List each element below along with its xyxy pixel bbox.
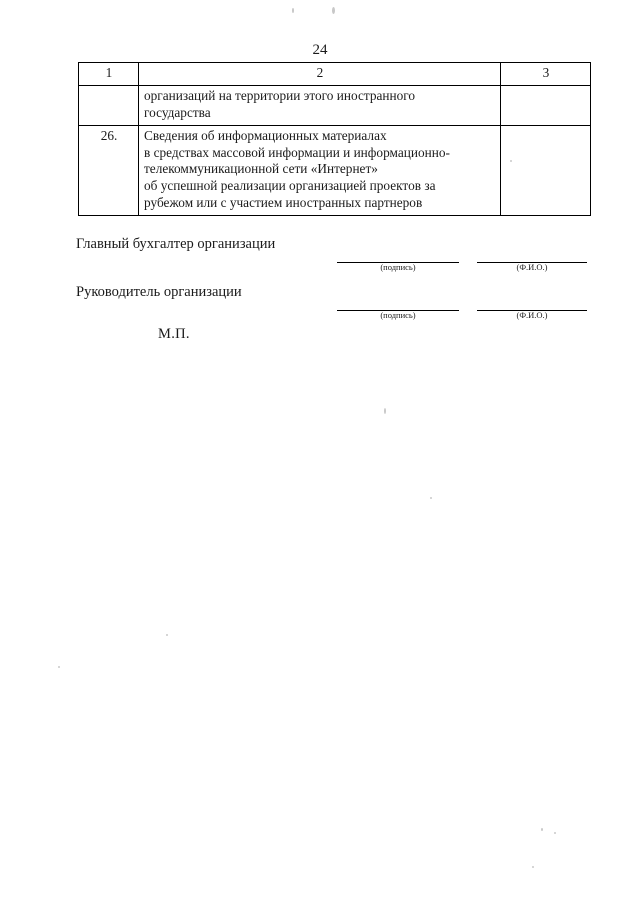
- data-table: [78, 62, 591, 216]
- scan-artifact: [532, 866, 534, 868]
- row-number: [79, 85, 139, 125]
- signature-row-head: [0, 284, 640, 332]
- row-content: [139, 125, 501, 215]
- signature-caption: (подпись): [380, 262, 416, 272]
- scan-artifact: [510, 160, 512, 162]
- column-header-1: 1: [79, 63, 139, 86]
- row-number: 26.: [79, 125, 139, 215]
- row-content-line: в средствах массовой информации и информационно-: [144, 144, 450, 160]
- signature-label: Руководитель организации: [76, 284, 242, 300]
- scan-artifact: [166, 634, 168, 636]
- name-caption: (Ф.И.О.): [516, 262, 548, 272]
- row-content-line: государства: [144, 104, 211, 120]
- column-header-3: 3: [501, 63, 591, 86]
- row-content-line: рубежом или с участием иностранных партнеров: [144, 195, 423, 211]
- page-number: 24: [312, 42, 328, 58]
- row-content-line: организаций на территории этого иностранного: [144, 87, 416, 103]
- table-row: [79, 85, 591, 125]
- row-content-line: об успешной реализации организацией проектов за: [144, 178, 436, 194]
- signature-line: [337, 247, 459, 263]
- signature-caption: (подпись): [380, 310, 416, 320]
- scan-artifact: [554, 832, 556, 834]
- scan-artifact: [332, 7, 335, 14]
- scan-artifact: [384, 408, 386, 414]
- table-row: [79, 125, 591, 215]
- row-content-line: Сведения об информационных материалах: [144, 127, 387, 143]
- scan-artifact: [292, 8, 294, 13]
- table-header-row: [79, 63, 591, 86]
- signature-label: Главный бухгалтер организации: [76, 236, 276, 252]
- name-caption: (Ф.И.О.): [516, 310, 548, 320]
- signature-line: [337, 295, 459, 311]
- column-header-2: 2: [139, 63, 501, 86]
- name-line: [477, 247, 587, 263]
- stamp-place-label: М.П.: [158, 326, 190, 342]
- signature-row-accountant: [0, 236, 640, 284]
- name-line: [477, 295, 587, 311]
- scan-artifact: [430, 497, 432, 499]
- row-content-line: телекоммуникационной сети «Интернет»: [144, 161, 378, 177]
- scan-artifact: [58, 666, 60, 668]
- row-third-column: [501, 85, 591, 125]
- row-third-column: [501, 125, 591, 215]
- scan-artifact: [541, 828, 543, 831]
- row-content: [139, 85, 501, 125]
- signature-block: [0, 236, 640, 332]
